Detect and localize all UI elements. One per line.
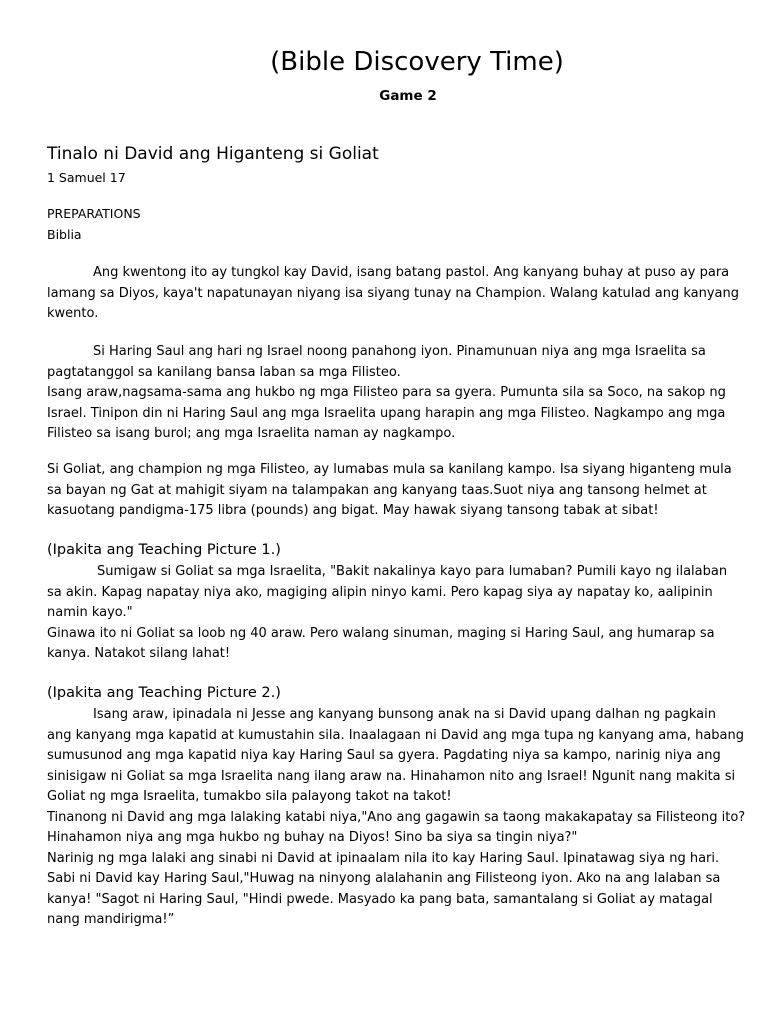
paragraph-line: ang kanyang mga kapatid at kumustahin sila. Inaalagaan ni David ang mga tupa ng kanyang ama, habang	[47, 727, 744, 743]
paragraph-line: Filisteo sa isang burol; ang mga Israelita naman ay nagkampo.	[47, 426, 456, 441]
preparations-label: PREPARATIONS	[47, 206, 141, 221]
paragraph-line: namin kayo."	[47, 605, 133, 620]
paragraph-line: Sabi ni David kay Haring Saul,"Huwag na ninyong alalahanin ang Filisteong iyon. Ako na ang lalaban sa	[47, 871, 721, 886]
paragraph-challenge	[47, 562, 737, 665]
paragraph-line: Narinig ng mga lalaki ang sinabi ni David at ipinaalam nila ito kay Haring Saul. Ipinatawag siya ng hari.	[47, 850, 720, 866]
paragraph-line: pagtatanggol sa kanilang bansa laban sa mga Filisteo.	[47, 364, 401, 380]
paragraph-line: Sumigaw si Goliat sa mga Israelita, "Bakit nakalinya kayo para lumaban? Pumili kayo ng ilalaban	[97, 564, 728, 579]
paragraph-line: sumusunod ang mga kapatid niya kay Haring Saul sa gyera. Pagdating niya sa kampo, narinig niya ang	[47, 748, 721, 763]
paragraph-goliath	[47, 460, 737, 522]
paragraph-line: Ang kwentong ito ay tungkol kay David, isang batang pastol. Ang kanyang buhay at puso ay para	[93, 265, 730, 280]
teaching-picture-2-heading: (Ipakita ang Teaching Picture 2.)	[47, 685, 281, 701]
paragraph-line: nang mandirigma!”	[47, 912, 175, 927]
paragraph-line: lamang sa Diyos, kaya't napatunayan niyang isa siyang tunay na Champion. Walang katulad ang kanyang	[47, 285, 739, 301]
story-title: Tinalo ni David ang Higanteng si Goliat	[47, 144, 379, 164]
game-label: Game 2	[379, 88, 437, 104]
document-title: (Bible Discovery Time)	[270, 47, 564, 77]
preparations-section	[47, 203, 141, 245]
paragraph-line: sa bayan ng Gat at mahigit siyam na talampakan ang kanyang taas.Suot niya ang tansong helmet at	[47, 482, 707, 498]
paragraph-line: kasuotang pandigma-175 libra (pounds) ang bigat. May hawak siyang tansong tabak at sibat!	[47, 503, 659, 518]
paragraph-saul	[47, 342, 737, 445]
paragraph-line: Si Haring Saul ang hari ng Israel noong panahong iyon. Pinamunuan niya ang mga Israelita sa	[93, 344, 706, 359]
paragraph-line: Tinanong ni David ang mga lalaking katabi niya,"Ano ang gagawin sa taong makakapatay sa Filisteong ito?	[47, 809, 746, 825]
teaching-picture-1-heading: (Ipakita ang Teaching Picture 1.)	[47, 542, 281, 558]
paragraph-line: sinisigaw ni Goliat sa mga Israelita nang ilang araw na. Hinahamon nito ang Israel! Ngunit nang makita si	[47, 768, 736, 784]
paragraph-intro	[47, 263, 737, 325]
paragraph-line: Isang araw,nagsama-sama ang hukbo ng mga Filisteo para sa gyera. Pumunta sila sa Soco, na sakop ng	[47, 385, 726, 400]
paragraph-line: Isang araw, ipinadala ni Jesse ang kanyang bunsong anak na si David upang dalhan ng pagkain	[93, 707, 716, 722]
paragraph-line: kanya! "Sagot ni Haring Saul, "Hindi pwede. Masyado ka pang bata, samantalang si Goliat ay matagal	[47, 891, 713, 907]
paragraph-line: kanya. Natakot silang lahat!	[47, 646, 231, 661]
paragraph-line: Israel. Tinipon din ni Haring Saul ang mga Israelita upang harapin ang mga Filisteo. Nagkampo ang mga	[47, 405, 726, 421]
scripture-reference: 1 Samuel 17	[47, 170, 126, 185]
paragraph-line: Si Goliat, ang champion ng mga Filisteo, ay lumabas mula sa kanilang kampo. Isa siyang higanteng mula	[47, 462, 732, 477]
paragraph-line: Hinahamon niya ang mga hukbo ng buhay na Diyos! Sino ba siya sa tingin niya?"	[47, 830, 578, 845]
paragraph-line: kwento.	[47, 306, 99, 321]
paragraph-line: Ginawa ito ni Goliat sa loob ng 40 araw. Pero walang sinuman, maging si Haring Saul, ang humarap sa	[47, 625, 715, 641]
paragraph-line: Goliat ng mga Israelita, tumakbo sila palayong takot na takot!	[47, 789, 452, 804]
preparations-item: Biblia	[47, 227, 82, 242]
paragraph-line: sa akin. Kapag napatay niya ako, magiging alipin ninyo kami. Pero kapag siya ay napatay ko, aalipinin	[47, 584, 713, 600]
paragraph-david	[47, 705, 746, 931]
